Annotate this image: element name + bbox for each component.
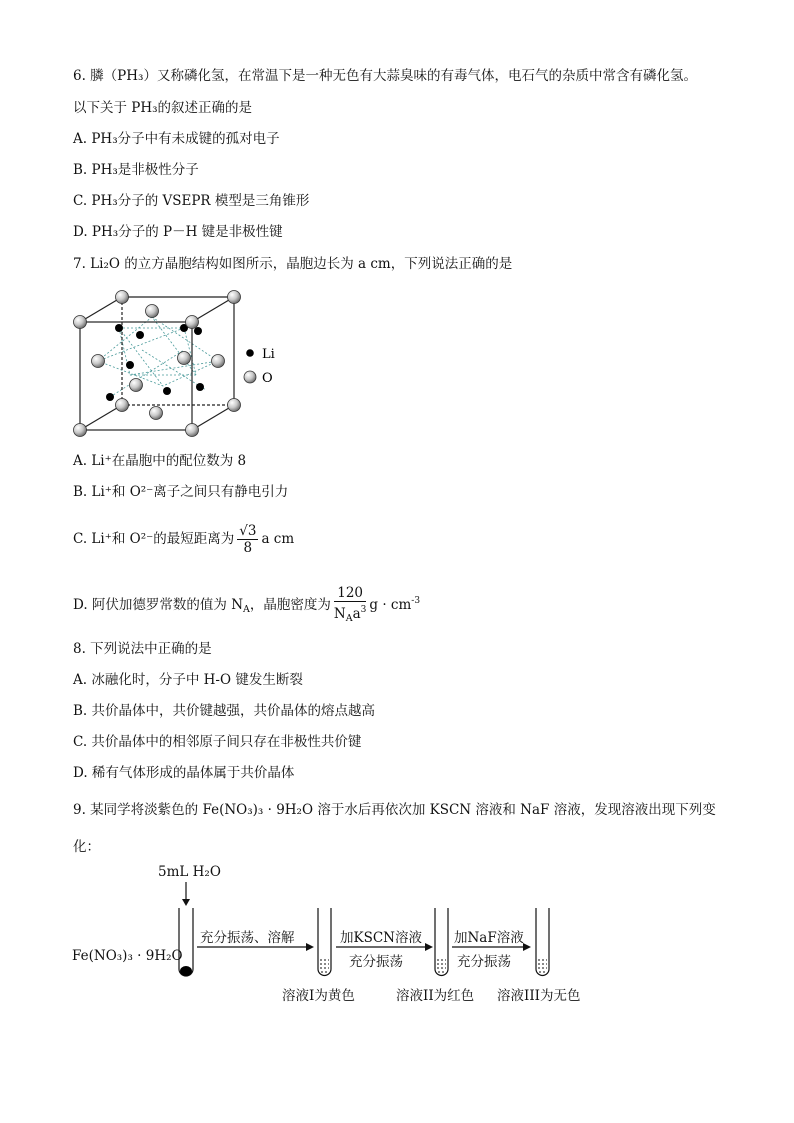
q7-option-d-den-sub: A: [345, 612, 353, 624]
q8-option-a: A. 冰融化时，分子中 H-O 键发生断裂: [73, 672, 303, 688]
q7-option-c-unit: a cm: [261, 531, 295, 547]
q7-option-c-denominator: 8: [243, 540, 253, 556]
q6-option-a: A. PH₃分子中有未成键的孤对电子: [73, 131, 280, 147]
li-legend-label: Li: [262, 347, 275, 362]
water-arrow-head: [182, 899, 190, 906]
reagent-label: Fe(NO₃)₃ · 9H₂O: [72, 948, 183, 964]
q6-stem-line1: 6. 膦（PH₃）又称磷化氢，在常温下是一种无色有大蒜臭味的有毒气体，电石气的杂质中常含有磷化氢。: [73, 68, 697, 84]
q7-option-d-den-sup: 3: [360, 604, 367, 615]
q9-stem-line2: 化：: [73, 839, 100, 855]
q8-option-b: B. 共价晶体中，共价键越强，共价晶体的熔点越高: [73, 703, 376, 719]
q7-option-d-den-n: N: [333, 605, 346, 622]
q7-option-c-numerator: √3: [239, 523, 257, 539]
q7-stem: 7. Li₂O 的立方晶胞结构如图所示，晶胞边长为 a cm，下列说法正确的是: [73, 256, 513, 272]
test-tube-2: [318, 908, 331, 976]
li-atoms: [106, 324, 204, 401]
crystal-cell-figure: [66, 285, 286, 440]
q7-option-d-den-a: a: [352, 605, 361, 622]
q6-stem-line2: 以下关于 PH₃的叙述正确的是: [73, 100, 253, 116]
q9-stem-line1: 9. 某同学将淡紫色的 Fe(NO₃)₃ · 9H₂O 溶于水后再依次加 KSCN 溶液和 NaF 溶液，发现溶液出现下列变: [73, 802, 716, 818]
step3-bottom-label: 充分振荡: [457, 954, 511, 970]
result1-label: 溶液I为黄色: [282, 988, 355, 1004]
q7-option-b: B. Li⁺和 O²⁻离子之间只有静电引力: [73, 484, 289, 500]
q7-option-a: A. Li⁺在晶胞中的配位数为 8: [73, 453, 247, 469]
step3-top-label: 加NaF溶液: [454, 930, 524, 946]
q6-option-d: D. PH₃分子的 P－H 键是非极性键: [73, 224, 283, 240]
q6-option-c: C. PH₃分子的 VSEPR 模型是三角锥形: [73, 193, 310, 209]
step-arrow-1-head: [306, 943, 314, 951]
q7-option-d: [73, 581, 420, 630]
q7-option-d-text2: ，晶胞密度为: [249, 597, 331, 613]
step-arrow-3-head: [523, 943, 531, 951]
step-arrow-2-head: [425, 943, 433, 951]
q7-option-c-fraction: [237, 523, 258, 556]
q7-option-c-text: C. Li⁺和 O²⁻的最短距离为: [73, 531, 235, 547]
test-tube-1: [179, 908, 193, 976]
q8-option-c: C. 共价晶体中的相邻原子间只存在非极性共价键: [73, 734, 362, 750]
q8-option-d: D. 稀有气体形成的晶体属于共价晶体: [73, 765, 295, 781]
step2-bottom-label: 充分振荡: [349, 954, 403, 970]
o-legend-label: O: [262, 371, 273, 386]
step1-label: 充分振荡、溶解: [200, 930, 295, 946]
step2-top-label: 加KSCN溶液: [340, 930, 422, 946]
water-label: 5mL H₂O: [158, 864, 221, 880]
q7-option-d-unit: g · cm: [369, 597, 412, 613]
result3-label: 溶液III为无色: [497, 988, 581, 1004]
test-tube-4: [536, 908, 549, 976]
q6-option-b: B. PH₃是非极性分子: [73, 162, 199, 178]
q7-option-c: [73, 519, 294, 559]
o-atoms: [74, 291, 241, 437]
q7-option-d-unit-sup: -3: [411, 596, 421, 606]
q7-option-d-denominator: [334, 602, 366, 627]
q8-stem: 8. 下列说法中正确的是: [73, 641, 212, 657]
q7-option-d-text: D. 阿伏加德罗常数的值为 N: [73, 597, 244, 613]
q7-option-d-na-sub: A: [243, 604, 250, 615]
test-tube-3: [435, 908, 448, 976]
q7-option-d-fraction: [334, 585, 366, 627]
q7-option-d-numerator: 120: [334, 585, 366, 602]
o-legend-sphere: [244, 371, 256, 383]
result2-label: 溶液II为红色: [396, 988, 475, 1004]
li-legend-dot: [246, 349, 254, 357]
